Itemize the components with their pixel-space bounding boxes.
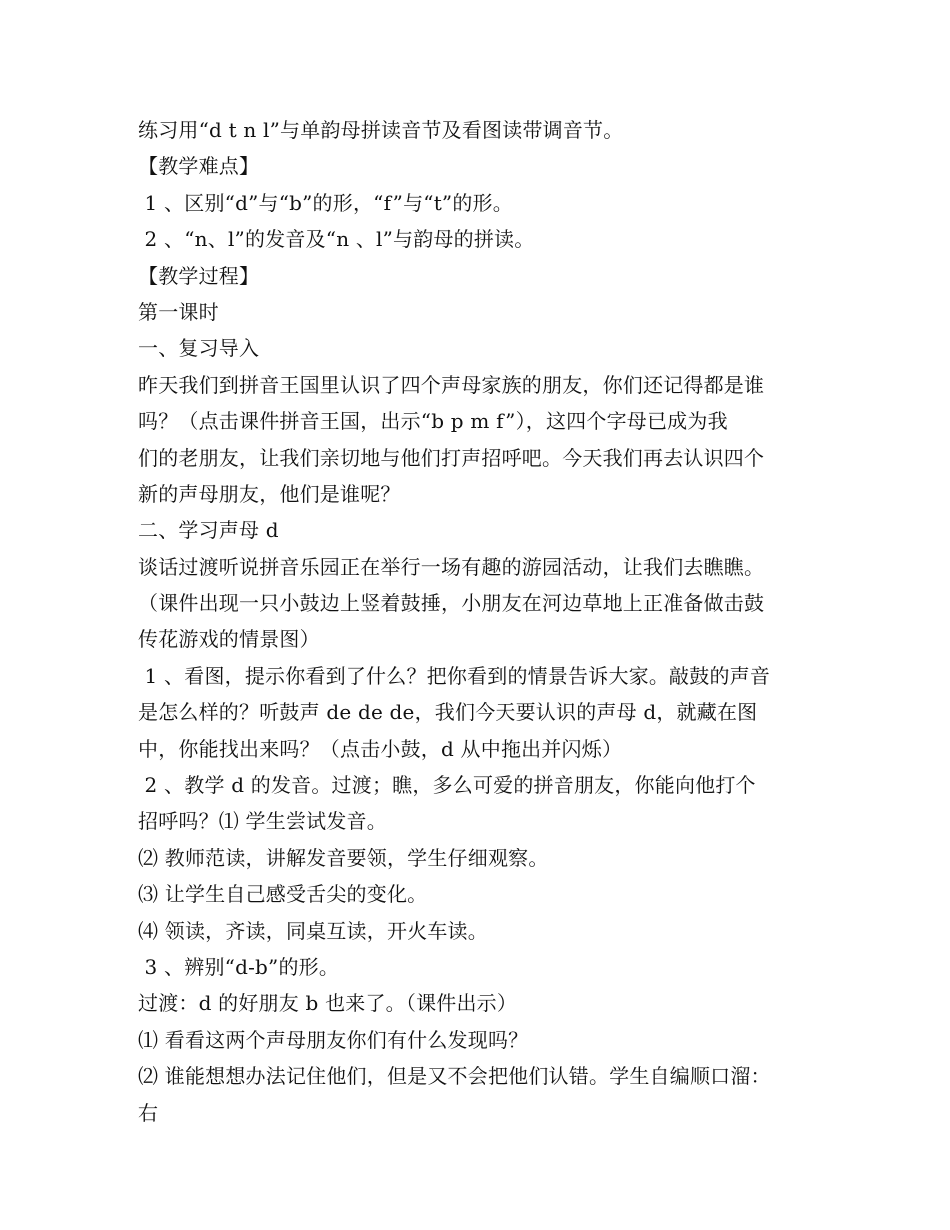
subsection-heading: 二、学习声母 d <box>138 518 279 543</box>
text-line: 1 、区别“d”与“b”的形，“f”与“t”的形。 <box>138 190 513 215</box>
text-line: ⑵ 谁能想想办法记住他们，但是又不会把他们认错。学生自编顺口溜： <box>138 1064 771 1089</box>
text-line: 2 、教学 d 的发音。过渡；瞧，多么可爱的拼音朋友，你能向他打个 <box>138 773 756 798</box>
text-line: 过渡：d 的好朋友 b 也来了。（课件出示） <box>138 991 518 1016</box>
document-body <box>138 112 828 1131</box>
text-line: 吗？（点击课件拼音王国，出示“b p m f”），这四个字母已成为我 <box>138 409 728 434</box>
text-line: 招呼吗？⑴ 学生尝试发音。 <box>138 809 387 834</box>
text-line: 1 、看图，提示你看到了什么？把你看到的情景告诉大家。敲鼓的声音 <box>138 663 771 688</box>
subsection-heading: 一、复习导入 <box>138 336 260 361</box>
text-line: 右 <box>138 1100 159 1125</box>
text-line: 们的老朋友，让我们亲切地与他们打声招呼吧。今天我们再去认识四个 <box>138 445 765 470</box>
text-line: 2 、“n、l”的发音及“n 、l”与韵母的拼读。 <box>138 227 535 252</box>
text-line: 是怎么样的？听鼓声 de de de，我们今天要认识的声母 d，就藏在图 <box>138 700 758 725</box>
text-line: 谈话过渡听说拼音乐园正在举行一场有趣的游园活动，让我们去瞧瞧。 <box>138 554 765 579</box>
text-line: 练习用“d t n l”与单韵母拼读音节及看图读带调音节。 <box>138 118 624 142</box>
text-line: ⑶ 让学生自己感受舌尖的变化。 <box>138 882 428 907</box>
section-heading: 【教学过程】 <box>138 263 260 288</box>
lesson-title: 第一课时 <box>138 299 219 324</box>
text-line: （课件出现一只小鼓边上竖着鼓捶，小朋友在河边草地上正准备做击鼓 <box>138 591 765 616</box>
text-line: 3 、辨别“d-b”的形。 <box>138 954 340 979</box>
section-heading: 【教学难点】 <box>138 154 260 179</box>
text-line: ⑵ 教师范读，讲解发音要领，学生仔细观察。 <box>138 845 549 870</box>
text-line: ⑴ 看看这两个声母朋友你们有什么发现吗？ <box>138 1027 529 1052</box>
text-line: 中，你能找出来吗？（点击小鼓，d 从中拖出并闪烁） <box>138 736 623 761</box>
text-line: 新的声母朋友，他们是谁呢？ <box>138 481 401 506</box>
text-line: 传花游戏的情景图） <box>138 627 320 652</box>
text-line: 昨天我们到拼音王国里认识了四个声母家族的朋友，你们还记得都是谁 <box>138 372 765 397</box>
text-line: ⑷ 领读，齐读，同桌互读，开火车读。 <box>138 918 488 943</box>
